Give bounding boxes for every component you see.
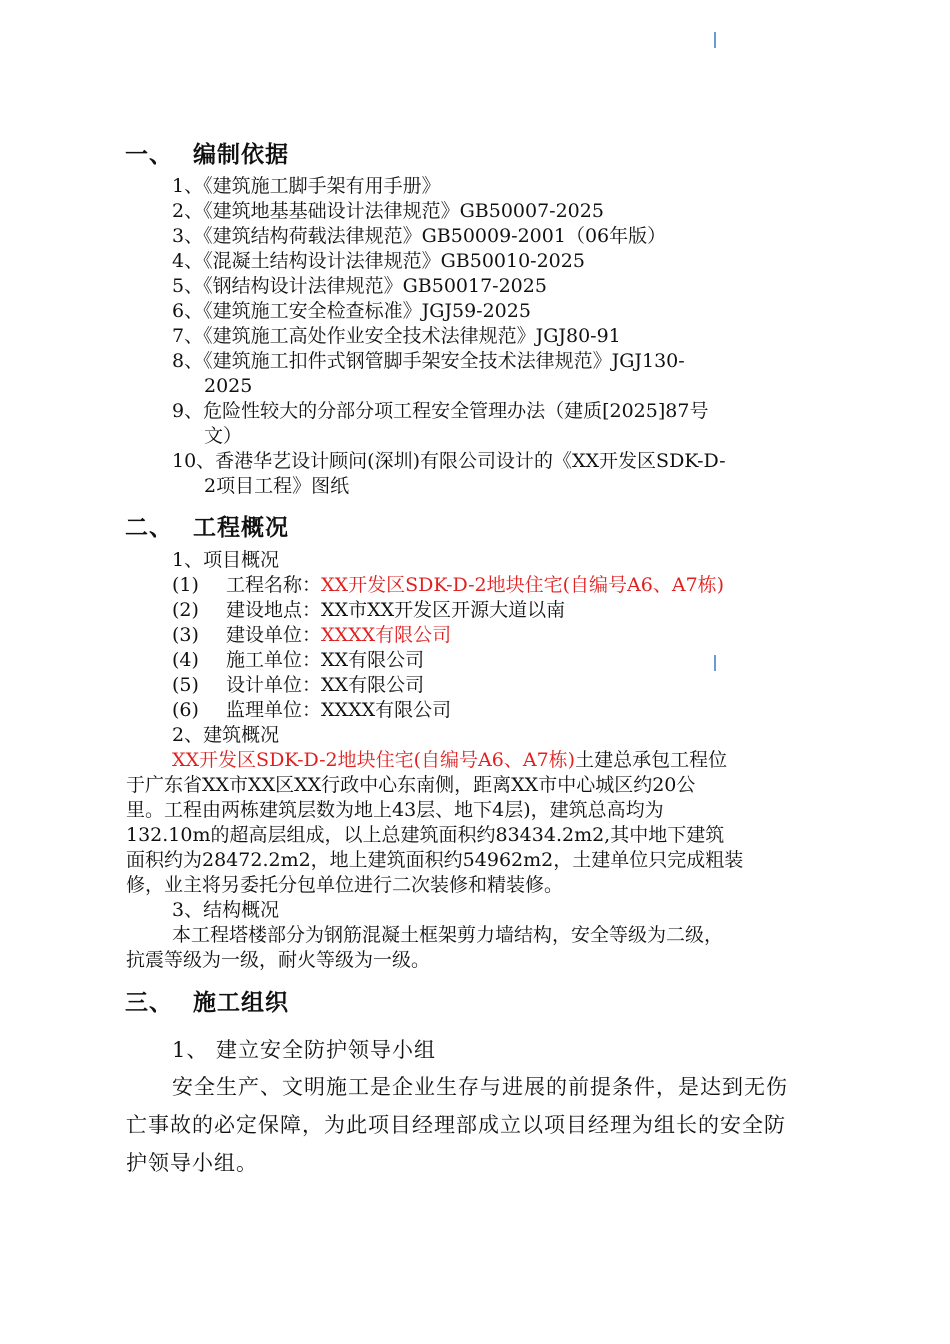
basis-item-continued: 2025 [204, 375, 253, 397]
basis-item: 8、《建筑施工扣件式钢管脚手架安全技术法律规范》JGJ130- [172, 350, 685, 372]
item-value: XXXX有限公司 [321, 624, 452, 646]
basis-item: 10、香港华艺设计顾问(深圳)有限公司设计的《XX开发区SDK-D- [172, 450, 726, 472]
text-cursor-mark [714, 32, 716, 48]
item-number: (2) [172, 599, 199, 621]
architecture-paragraph-line: 修，业主将另委托分包单位进行二次装修和精装修。 [126, 874, 564, 896]
item-label: 施工单位： [226, 649, 322, 671]
section-heading-basis [125, 136, 289, 169]
project-item [172, 673, 424, 698]
item-label: 监理单位： [226, 699, 322, 721]
item-number: (1) [172, 574, 199, 596]
organization-paragraph-line: 安全生产、文明施工是企业生存与进展的前提条件，是达到无伤 [172, 1075, 788, 1099]
item-label: 建设单位： [226, 624, 322, 646]
basis-item: 2、《建筑地基基础设计法律规范》GB50007-2025 [172, 200, 604, 222]
item-label: 设计单位： [226, 674, 322, 696]
section-number: 一、 [125, 142, 173, 168]
basis-item: 5、《钢结构设计法律规范》GB50017-2025 [172, 275, 547, 297]
organization-paragraph-line: 护领导小组。 [126, 1151, 258, 1175]
project-item [172, 648, 424, 673]
architecture-paragraph-line: 里。工程由两栋建筑层数为地上43层、地下4层)，建筑总高均为 [126, 799, 664, 821]
basis-item-continued: 文） [204, 425, 243, 447]
section-title: 工程概况 [193, 515, 289, 541]
structure-paragraph-line: 抗震等级为一级，耐火等级为一级。 [126, 949, 431, 971]
subheading-safety-group: 1、 建立安全防护领导小组 [172, 1038, 437, 1062]
subheading-structure: 3、结构概况 [172, 899, 280, 921]
basis-item-continued: 2项目工程》图纸 [204, 475, 350, 497]
item-value: XX有限公司 [321, 674, 425, 696]
structure-paragraph-line: 本工程塔楼部分为钢筋混凝土框架剪力墙结构，安全等级为二级， [172, 924, 724, 946]
organization-paragraph-line: 亡事故的必定保障，为此项目经理部成立以项目经理为组长的安全防 [126, 1113, 786, 1137]
section-title: 编制依据 [193, 142, 289, 168]
basis-item: 6、《建筑施工安全检查标准》JGJ59-2025 [172, 300, 531, 322]
item-number: (3) [172, 624, 199, 646]
basis-item: 4、《混凝土结构设计法律规范》GB50010-2025 [172, 250, 585, 272]
item-number: (6) [172, 699, 199, 721]
basis-item: 9、危险性较大的分部分项工程安全管理办法（建质[2025]87号 [172, 400, 709, 422]
item-label: 建设地点： [226, 599, 322, 621]
section-number: 三、 [125, 990, 173, 1016]
text-cursor-mark [714, 655, 716, 671]
project-item [172, 598, 565, 623]
basis-item: 7、《建筑施工高处作业安全技术法律规范》JGJ80-91 [172, 325, 621, 347]
section-title: 施工组织 [193, 990, 289, 1016]
architecture-paragraph-line: 面积约为28472.2m2，地上建筑面积约54962m2，土建单位只完成粗装 [126, 849, 744, 871]
item-number: (4) [172, 649, 199, 671]
section-number: 二、 [125, 515, 173, 541]
subheading-project-overview: 1、项目概况 [172, 549, 280, 571]
architecture-paragraph-line: XX开发区SDK-D-2地块住宅(自编号A6、A7栋)土建总承包工程位 [172, 749, 728, 771]
architecture-paragraph-line: 于广东省XX市XX区XX行政中心东南侧，距离XX市中心城区约20公 [126, 774, 696, 796]
project-item [172, 698, 451, 723]
item-value: XXXX有限公司 [321, 699, 452, 721]
item-label: 工程名称： [226, 574, 322, 596]
project-item [172, 573, 724, 598]
section-heading-overview [125, 509, 289, 542]
item-value: XX有限公司 [321, 649, 425, 671]
item-value: XX市XX开发区开源大道以南 [321, 599, 566, 621]
item-number: (5) [172, 674, 199, 696]
project-item [172, 623, 451, 648]
basis-item: 1、《建筑施工脚手架有用手册》 [172, 175, 441, 197]
section-heading-organization [125, 984, 289, 1017]
project-name-highlight: XX开发区SDK-D-2地块住宅(自编号A6、A7栋) [172, 749, 576, 771]
architecture-paragraph-line: 132.10m的超高层组成，以上总建筑面积约83434.2m2,其中地下建筑 [126, 824, 725, 846]
basis-item: 3、《建筑结构荷载法律规范》GB50009-2001（06年版） [172, 225, 667, 247]
item-value: XX开发区SDK-D-2地块住宅(自编号A6、A7栋) [321, 574, 725, 596]
subheading-architecture: 2、建筑概况 [172, 724, 280, 746]
